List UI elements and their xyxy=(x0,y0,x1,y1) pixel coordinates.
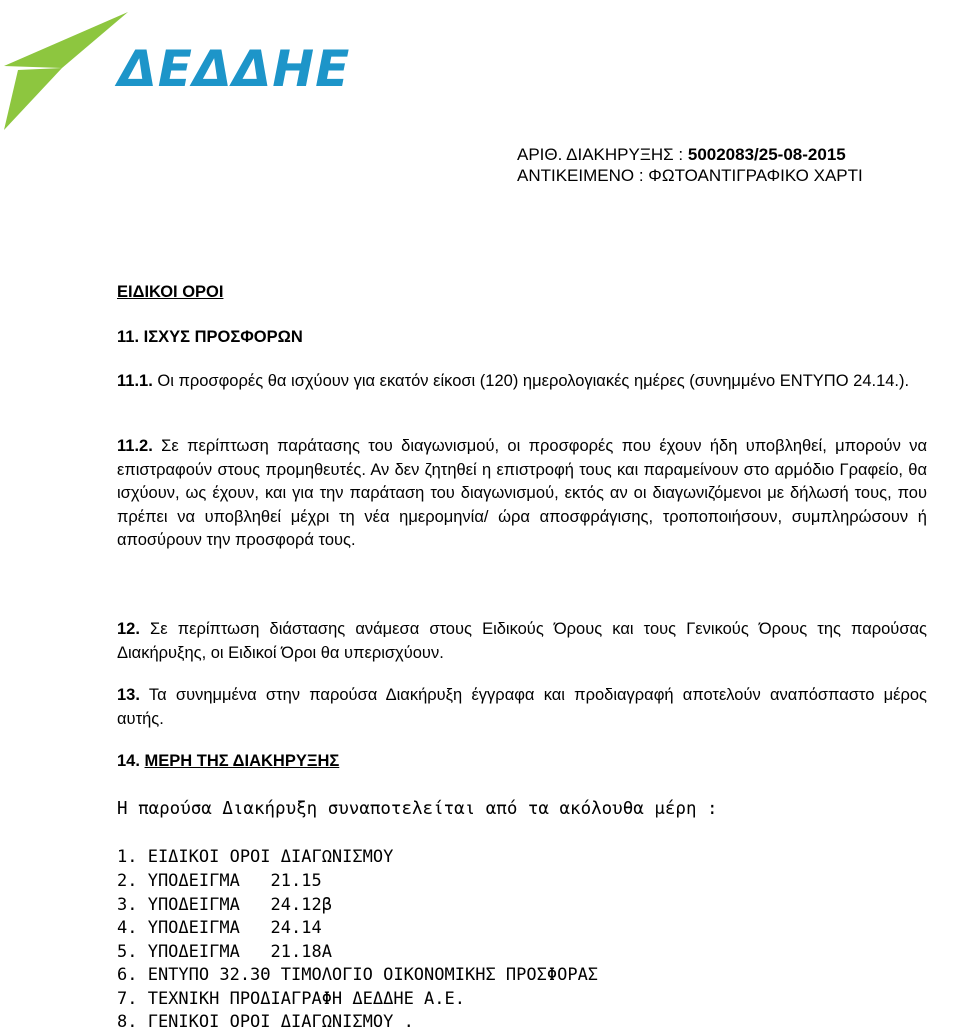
special-terms-heading: ΕΙΔΙΚΟΙ ΟΡΟΙ xyxy=(117,283,224,301)
list-item: 6. ΕΝΤΥΠΟ 32.3Θ ΤΙΜΟΛΟΓΙΟ ΟΙΚΟΝΟΜΙΚΗΣ ΠΡΟΣΦΟΡΑΣ xyxy=(117,965,599,985)
paragraph-11-1 xyxy=(117,370,927,394)
paragraph-12-text: Σε περίπτωση διάστασης ανάμεσα στους Ειδικούς Όρους και τους Γενικούς Όρους της παρούσας Διακήρυξης, οι Ειδικοί Όροι θα υπερισχύουν. xyxy=(117,620,927,662)
paragraph-13-text: Τα συνημμένα στην παρούσα Διακήρυξη έγγραφα και προδιαγραφή αποτελούν αναπόσπαστο μέρος αυτής. xyxy=(117,686,927,728)
paragraph-12-number: 12. xyxy=(117,620,140,638)
company-logo xyxy=(0,8,351,133)
list-item: 7. ΤΕΧΝΙΚΗ ΠΡΟΔΙΑΓΡΑΦΗ ΔΕΔΔΗΕ Α.Ε. xyxy=(117,989,465,1009)
section-11-heading: 11. ΙΣΧΥΣ ΠΡΟΣΦΟΡΩΝ xyxy=(117,328,303,346)
list-item: 5. ΥΠΟΔΕΙΓΜΑ 21.18Α xyxy=(117,942,332,962)
list-item: 4. ΥΠΟΔΕΙΓΜΑ 24.14 xyxy=(117,918,322,938)
tender-number xyxy=(517,144,846,166)
section-14-intro: Η παρούσα Διακήρυξη συναποτελείται από τα ακόλουθα μέρη : xyxy=(117,799,718,819)
paragraph-11-1-text: Οι προσφορές θα ισχύουν για εκατόν είκοσι (120) ημερολογιακές ημέρες (συνημμένο ΕΝΤΥΠΟ 24.14.). xyxy=(152,372,910,390)
paragraph-11-2-number: 11.2. xyxy=(117,437,153,455)
section-14-title: ΜΕΡΗ ΤΗΣ ΔΙΑΚΗΡΥΞΗΣ xyxy=(144,752,340,770)
paragraph-12 xyxy=(117,618,927,665)
logo-mark-icon xyxy=(0,8,130,133)
paragraph-11-1-number: 11.1. xyxy=(117,372,153,390)
tender-subject: ΑΝΤΙΚΕΙΜΕΝΟ : ΦΩΤΟΑΝΤΙΓΡΑΦΙΚΟ ΧΑΡΤΙ xyxy=(517,166,863,185)
paragraph-13-number: 13. xyxy=(117,686,140,704)
list-item: 3. ΥΠΟΔΕΙΓΜΑ 24.12β xyxy=(117,895,332,915)
paragraph-11-2 xyxy=(117,435,927,553)
section-14-heading xyxy=(117,752,927,771)
paragraph-11-2-text: Σε περίπτωση παράτασης του διαγωνισμού, οι προσφορές που έχουν ήδη υποβληθεί, μπορούν να επιστραφούν στους προμηθευτές. Αν δεν ζητηθεί η επιστροφή τους και παραμείνουν στο αρμόδιο Γραφείο, θα ισχύουν, ως έχουν, και για την παράταση του διαγωνισμού, εκτός αν οι διαγωνιζόμενοι με δήλωσή τους, που πρέπει να υποβληθεί μέχρι τη νέα ημερομηνία/ ώρα αποσφράγισης, τροποποιήσουν, συμπληρώσουν ή αποσύρουν την προσφορά τους. xyxy=(117,437,927,549)
tender-number-value: 5002083/25-08-2015 xyxy=(687,145,846,164)
section-14-number: 14. xyxy=(117,752,145,770)
list-item: 2. ΥΠΟΔΕΙΓΜΑ 21.15 xyxy=(117,871,322,891)
list-item: 8. ΓΕΝΙΚΟΙ ΟΡΟΙ ΔΙΑΓΩΝΙΣΜΟΥ . xyxy=(117,1012,414,1032)
list-item: 1. ΕΙΔΙΚΟΙ ΟΡΟΙ ΔΙΑΓΩΝΙΣΜΟΥ xyxy=(117,847,394,867)
paragraph-13 xyxy=(117,684,927,731)
tender-number-label: ΑΡΙΘ. ΔΙΑΚΗΡΥΞΗΣ : xyxy=(517,145,688,164)
logo-wordmark: ΔΕΔΔΗΕ xyxy=(118,40,351,98)
